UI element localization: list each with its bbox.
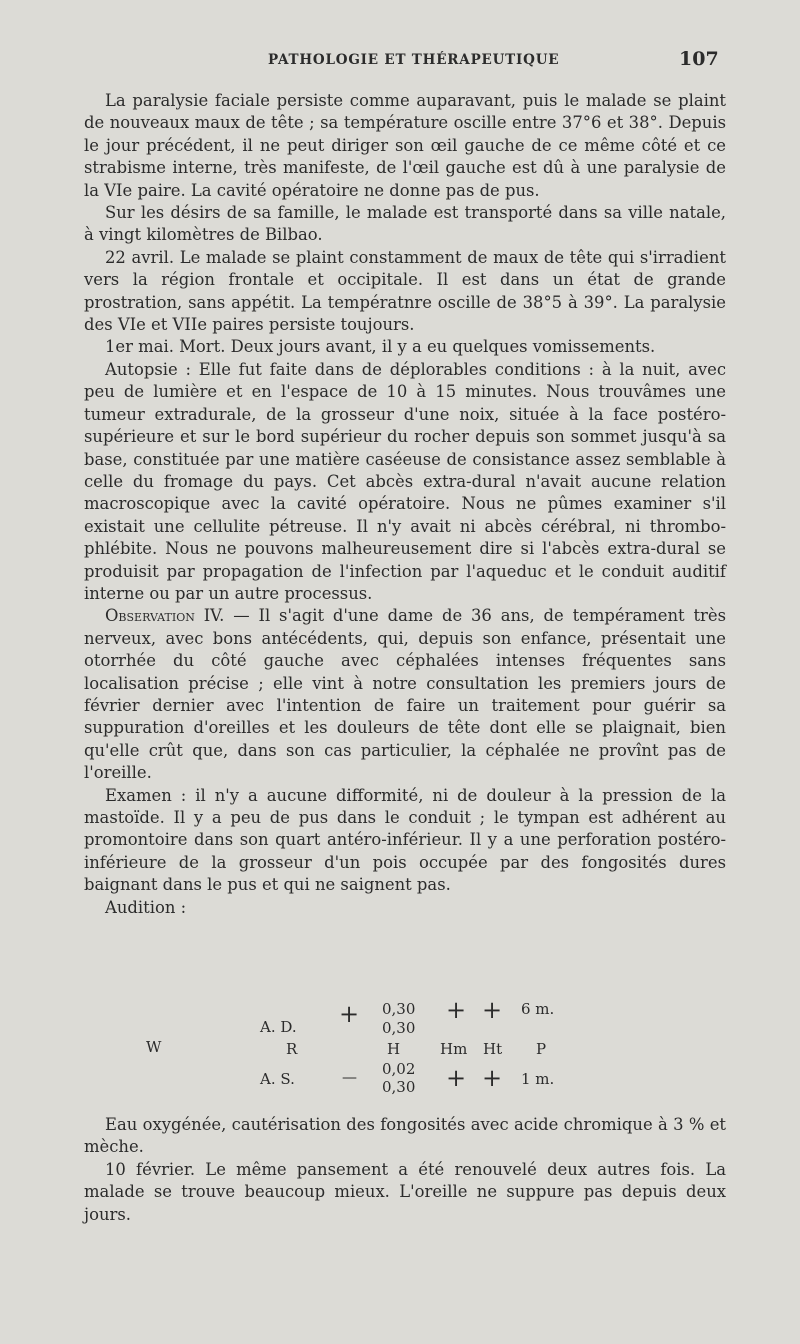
paragraph: 1er mai. Mort. Deux jours avant, il y a eu quelques vomissements. <box>105 337 656 357</box>
column-r: R <box>286 1040 298 1058</box>
paragraph: Eau oxygénée, cautérisation des fongosités avec acide chromique à 3 % et mèche. <box>84 1115 726 1157</box>
paragraph: Examen : il n'y a aucune difformité, ni de douleur à la pression de la mastoïde. Il y a peu de pus dans le conduit ; le tympan est adhérent au promontoire dans son quart antéro-inférieur. Il y a une perforation postéro-inférieure de la grosseur d'un pois occupée par des fongosités dures baignant dans le pus et qui ne saignent pas. <box>84 785 726 895</box>
paragraph: 22 avril. Le malade se plaint constamment de maux de tête qui s'irradient vers la région frontale et occipitale. Il est dans un état de grande prostration, sans appétit. La températnre oscille de 38°5 à 39°. La paralysie des VIe et VIIe paires persiste toujours. <box>84 247 726 335</box>
left-ear-label: A. S. <box>260 1070 295 1088</box>
right-ear-top: 0,30 <box>382 1000 416 1018</box>
right-ear-sign: + <box>339 1000 360 1028</box>
right-ear-plus-1: + <box>446 996 467 1024</box>
left-ear-bottom: 0,30 <box>382 1078 416 1096</box>
right-ear-value: 6 m. <box>521 1000 555 1018</box>
page-header <box>0 48 800 82</box>
left-ear-plus-2: + <box>482 1064 503 1092</box>
left-ear-value: 1 m. <box>521 1070 555 1088</box>
body-text-continued <box>84 1114 726 1226</box>
left-ear-sign: — <box>342 1068 357 1086</box>
left-ear-plus-1: + <box>446 1064 467 1092</box>
column-hm: Hm <box>440 1040 468 1058</box>
paragraph <box>84 605 726 784</box>
left-ear-top: 0,02 <box>382 1060 416 1078</box>
paragraph: Sur les désirs de sa famille, le malade est transporté dans sa ville natale, à vingt kilomètres de Bilbao. <box>84 203 726 245</box>
right-ear-bottom: 0,30 <box>382 1019 416 1037</box>
column-ht: Ht <box>483 1040 503 1058</box>
column-h: H <box>387 1040 401 1058</box>
body-text <box>84 90 726 919</box>
right-ear-plus-2: + <box>482 996 503 1024</box>
running-title: PATHOLOGIE ET THÉRAPEUTIQUE <box>268 52 560 68</box>
right-ear-label: A. D. <box>260 1018 297 1036</box>
weber-label: W <box>146 1038 162 1056</box>
paragraph: 10 février. Le même pansement a été renouvelé deux autres fois. La malade se trouve beaucoup mieux. L'oreille ne suppure pas depuis deux jours. <box>84 1159 726 1224</box>
paragraph: Audition : <box>105 897 187 917</box>
page-number: 107 <box>679 48 719 70</box>
paragraph: Autopsie : Elle fut faite dans de déplorables conditions : à la nuit, avec peu de lumière et en l'espace de 10 à 15 minutes. Nous trouvâmes une tumeur extradurale, de la grosseur d'une noix, située à la face postéro-supérieure et sur le bord supérieur du rocher depuis son sommet jusqu'à sa base, constituée par une matière caséeuse de consistance assez semblable à celle du fromage du pays. Cet abcès extra-dural n'avait aucune relation macroscopique avec la cavité opératoire. Nous ne pûmes examiner s'il existait une cellulite pétreuse. Il n'y avait ni abcès cérébral, ni thrombo-phlébite. Nous ne pouvons malheureusement dire si l'abcès extra-dural se produisit par propagation de l'infection par l'aqueduc et le conduit auditif interne ou par un autre processus. <box>84 359 726 603</box>
observation-label: Observation IV. <box>105 606 225 626</box>
audition-table <box>84 996 726 1100</box>
paragraph: La paralysie faciale persiste comme auparavant, puis le malade se plaint de nouveaux maux de tête ; sa température oscille entre 37°6 et 38°. Depuis le jour précédent, il ne peut diriger son œil gauche de ce même côté et ce strabisme interne, très manifeste, de l'œil gauche est dû à une paralysie de la VIe paire. La cavité opératoire ne donne pas de pus. <box>84 91 726 200</box>
column-p: P <box>536 1040 547 1058</box>
observation-text: — Il s'agit d'une dame de 36 ans, de tempérament très nerveux, avec bons antécédents, qui, depuis son enfance, présentait une otorrhée du côté gauche avec céphalées intenses fréquentes sans localisation précise ; elle vint à notre consultation les premiers jours de février dernier avec l'intention de faire un traitement pour guérir sa suppuration d'oreilles et les douleurs de tête dont elle se plaignait, bien qu'elle crût que, dans son cas particulier, la céphalée ne provînt pas de l'oreille. <box>84 606 726 783</box>
